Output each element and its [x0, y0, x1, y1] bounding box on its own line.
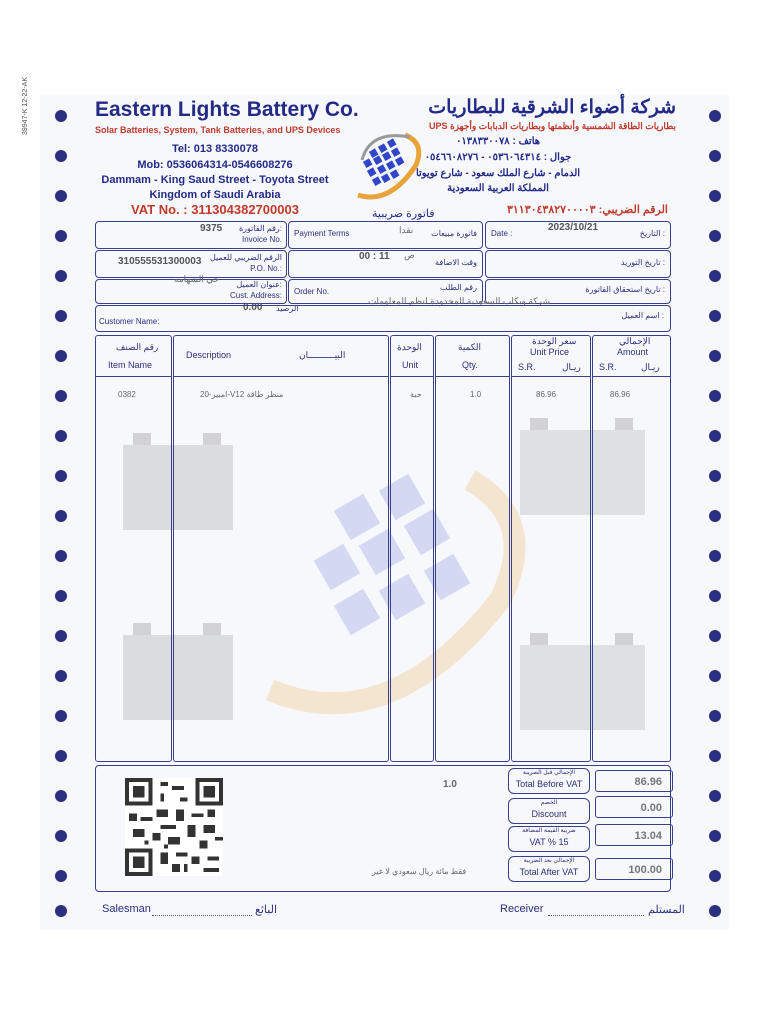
description-header-ar: البيــــــــــان [299, 350, 346, 360]
company-vat-ar: الرقم الضريبي: ٣١١٣٠٤٣٨٢٧٠٠٠٠٣ [506, 204, 668, 216]
time-box [288, 250, 483, 278]
feed-holes-left [50, 95, 70, 930]
item-header-ar: رقم الصنف [116, 342, 159, 352]
customer-name-label-ar: اسم العميل : [621, 311, 664, 320]
company-tel-ar: هاتف : ٠١٣٨٣٣٠٠٧٨ [455, 136, 541, 147]
company-name-ar: شركة أضواء الشرقية للبطاريات [428, 97, 676, 118]
invoice-no-value: 9375 [200, 223, 223, 234]
order-no-label-en: Order No. [294, 287, 330, 296]
vat-value: 13.04 [595, 824, 673, 846]
salesman-label-en: Salesman [102, 903, 151, 915]
address-value: حي الشهامة [174, 274, 220, 284]
total-before-vat-label [508, 768, 590, 794]
table-row-unit: حبة [410, 390, 422, 399]
customer-name-label-en: Customer Name: [99, 317, 160, 326]
description-column [173, 335, 389, 762]
po-label-en: P.O. No.: [250, 264, 282, 273]
form-code: 39947-K 12-22-AK [22, 77, 29, 135]
salesman-label-ar: البائع [255, 904, 277, 916]
due-date-label-ar: تاريخ استحقاق الفاتورة : [585, 285, 665, 294]
customer-vat-value: 310555531300003 [118, 256, 202, 267]
company-mob-en: Mob: 0536064314-0546608276 [137, 159, 293, 171]
company-country-en: Kingdom of Saudi Arabia [149, 189, 281, 201]
order-no-label-ar: رقم الطلب [440, 283, 477, 292]
company-country-ar: المملكة العربية السعودية [447, 183, 549, 194]
time-label-ar: وقت الاضافة [435, 258, 477, 267]
company-tel-en: Tel: 013 8330078 [171, 143, 259, 155]
address-label-ar: عنوان العميل: [236, 280, 282, 289]
customer-address-box [95, 274, 287, 304]
receiver-signature-line [548, 905, 644, 916]
feed-holes-right [704, 95, 724, 930]
total-qty: 1.0 [443, 779, 457, 790]
company-mob-ar: جوال : ٠٥٣٦٠٦٤٣١٤ - ٠٥٤٦٦٠٨٢٧٦ [424, 152, 572, 163]
company-vat-en: VAT No. : 311304382700003 [131, 202, 299, 217]
vat-label-ar: ضريبة القيمة المضافة [522, 828, 576, 834]
vat-rate: 15 [558, 837, 569, 847]
item-name-column [95, 335, 172, 762]
amount-in-words: فقط مائة ريال سعودي لا غير [372, 867, 467, 876]
invoice-no-label-en: Invoice No. [241, 235, 282, 244]
customer-name-box [95, 305, 671, 332]
qty-column [435, 335, 510, 762]
date-box [485, 221, 671, 249]
salesman-signature-line [152, 905, 252, 916]
supply-date-label-ar: تاريخ التوريد : [620, 258, 665, 267]
time-value: 00 : 11 [359, 251, 390, 262]
unit-price-header-ar: سعر الوحدة [532, 336, 577, 346]
invoice-no-box [95, 221, 287, 249]
qty-header-ar: الكمية [458, 342, 481, 352]
date-label: Date : [491, 229, 513, 238]
total-after-vat-label [508, 856, 590, 882]
unit-column [390, 335, 434, 762]
date-value: 2023/10/21 [548, 222, 599, 233]
unit-header-ar: الوحدة [397, 342, 422, 352]
vat-label [508, 826, 590, 852]
qr-code-icon [125, 778, 223, 876]
company-tagline-ar: بطاريات الطاقة الشمسية وأنظمتها وبطاريات الدبابات وأجهزة UPS [428, 121, 676, 131]
company-address-ar: الدمام - شارع الملك سعود - شارع تويوتا [415, 168, 581, 179]
vat-label-en: VAT % [529, 837, 556, 847]
total-before-vat-value: 86.96 [595, 770, 673, 792]
table-row-description: امبير-20-Vمنظر طاقة 12 [200, 390, 284, 399]
company-name-en: Eastern Lights Battery Co. [95, 98, 359, 121]
company-tagline-en: Solar Batteries, System, Tank Batteries, and UPS Devices [95, 125, 341, 135]
receiver-label-en: Receiver [500, 903, 544, 915]
discount-value: 0.00 [595, 796, 673, 818]
discount-label [508, 798, 590, 824]
total-after-vat-label-en: Total After VAT [519, 867, 579, 877]
unit-price-column [511, 335, 591, 762]
amount-header-ar: الإجمالي [619, 336, 651, 346]
qty-header-en: Qty. [462, 360, 478, 370]
payment-terms-value: نقدا [399, 225, 414, 235]
payment-terms-box [288, 221, 483, 249]
discount-label-en: Discount [531, 809, 567, 819]
customer-name-value: شركة وبكاب السعودية المحدودة لنظم المعلومات [368, 296, 551, 306]
amount-header-en: Amount [617, 347, 649, 357]
description-header-en: Description [186, 350, 232, 360]
balance-label-ar: الرصيد [276, 304, 299, 313]
total-after-vat-value: 100.00 [595, 858, 673, 880]
discount-label-ar: الخصم [540, 800, 558, 806]
table-row-amount: 86.96 [610, 390, 631, 399]
balance-value: 0.00 [243, 302, 263, 313]
payment-terms-label: Payment Terms [294, 229, 350, 238]
unit-header-en: Unit [402, 360, 419, 370]
company-address-en: Dammam - King Saud Street - Toyota Street [101, 174, 329, 186]
total-before-vat-label-en: Total Before VAT [515, 779, 583, 789]
invoice-no-label-ar: رقم الفاتورة: [238, 224, 282, 233]
total-before-vat-label-ar: الإجمالي قبل الضريبة [522, 770, 576, 776]
total-after-vat-label-ar: الإجمالي بعد الضريبة [523, 858, 575, 864]
address-label-en: Cust. Address: [229, 291, 282, 300]
table-row-qty: 1.0 [470, 390, 482, 399]
amount-riyal: ريـال [641, 362, 660, 372]
unit-price-header-en: Unit Price [530, 347, 570, 357]
unit-price-riyal: ريـال [562, 362, 581, 372]
receiver-label-ar: المستلم [648, 904, 685, 916]
unit-price-sr: S.R. [518, 362, 536, 372]
amount-column [592, 335, 671, 762]
date-label-ar: التاريخ : [639, 229, 665, 238]
sales-invoice-ar: فاتورة مبيعات [431, 229, 477, 238]
customer-vat-label-ar: الرقم الضريبي للعميل [209, 253, 282, 262]
supply-date-box [485, 250, 671, 278]
time-period: ص [404, 250, 415, 260]
amount-sr: S.R. [599, 362, 617, 372]
table-row-unit-price: 86.96 [536, 390, 557, 399]
item-header-en: Item Name [108, 360, 153, 370]
table-row-item: 0382 [118, 390, 136, 399]
document-type-ar: فاتورة ضريبية [372, 208, 435, 220]
